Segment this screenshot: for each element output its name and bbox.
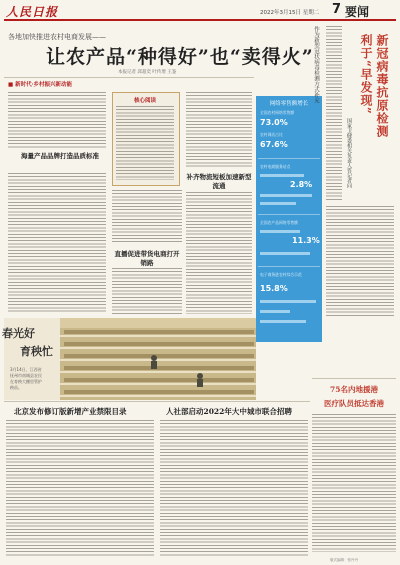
infographic-label: 农村电商服务站点 <box>260 164 291 169</box>
article-text <box>312 414 396 552</box>
article-text <box>186 92 252 168</box>
article-text <box>8 92 106 148</box>
infographic-value: 73.0% <box>260 118 288 127</box>
divider <box>4 401 310 402</box>
divider <box>258 158 320 159</box>
infographic-bar <box>260 194 312 197</box>
article-text <box>112 268 182 314</box>
infographic-bar <box>260 202 296 205</box>
article-text <box>326 26 342 202</box>
infographic-value: 2.8% <box>290 180 313 189</box>
infographic-bar <box>260 174 304 177</box>
infographic-bar <box>260 310 290 313</box>
infographic-label: 全国农产品网络零售额 <box>260 220 298 225</box>
infographic-title: 网络零售额增长 <box>269 101 309 107</box>
photo-caption-line1: 春光好 <box>2 327 35 340</box>
article-text <box>326 206 394 316</box>
right-kicker: 作为新型冠状病毒检测方式补充 <box>313 26 319 103</box>
lead-byline: 本报记者 邱超奕 叶传增 王崟 <box>118 70 177 75</box>
infographic-value: 15.8% <box>260 284 288 293</box>
right-headline-line2: 利于“早发现” <box>359 34 373 115</box>
infographic-label: 电子商务进农村综合示范 <box>260 272 302 277</box>
core-reading-title: 核心阅读 <box>133 98 156 104</box>
page-name: 要闻 <box>345 5 370 19</box>
subhead: 海量产品品牌打造品质标准 <box>21 152 99 160</box>
infographic-label: 全国农村网络零售额 <box>260 110 295 115</box>
infographic-bar <box>260 230 300 233</box>
right-bottom-headline-line1: 75名内地援港 <box>330 385 378 394</box>
right-subtitle: 国家卫健委相关负责人答记者问 <box>346 118 352 188</box>
infographic-value: 11.3% <box>292 236 320 245</box>
lead-kicker: 各地加快推进农村电商发展—— <box>8 33 106 41</box>
infographic-value: 67.6% <box>260 140 288 149</box>
section-label: ■ 新时代·乡村振兴新动能 <box>8 82 73 88</box>
divider <box>258 266 320 267</box>
divider <box>312 378 396 379</box>
article-text <box>160 420 308 556</box>
core-reading-text <box>116 106 174 180</box>
article-text <box>6 420 154 556</box>
infographic-bar <box>260 300 316 303</box>
subhead: 补齐物流短板加速新型流通 <box>186 173 252 190</box>
article-text <box>186 192 252 314</box>
infographic-label: 农村网店占比 <box>260 132 283 137</box>
divider <box>258 214 320 215</box>
right-headline-line1: 新冠病毒抗原检测 <box>375 34 389 138</box>
article-text <box>112 190 182 244</box>
masthead: 人民日报 <box>6 5 59 19</box>
photo-caption-line2: 育秧忙 <box>20 345 53 358</box>
page-footer: 版式编辑：张丹丹 <box>330 558 358 562</box>
lead-headline: 让农产品“种得好”也“卖得火” <box>46 46 314 68</box>
header-rule <box>4 19 396 21</box>
infographic-bar <box>260 320 306 323</box>
photo-caption-detail: 3月14日，江西省抚州市南城县农民在育秧大棚里管护秧苗。 <box>10 367 42 390</box>
right-bottom-headline-line2: 医疗队员抵达香港 <box>324 399 384 408</box>
bottom-left-headline: 北京发布修订版新增产业禁限目录 <box>14 407 127 416</box>
bottom-mid-headline: 人社部启动2022年大中城市联合招聘 <box>166 407 292 416</box>
article-text <box>8 173 106 313</box>
issue-date: 2022年3月15日 星期二 <box>260 10 320 16</box>
page-number: 7 <box>332 2 342 17</box>
infographic-bar <box>260 252 310 255</box>
subhead: 直播促进带货电商打开销路 <box>114 250 180 267</box>
divider <box>4 77 254 78</box>
